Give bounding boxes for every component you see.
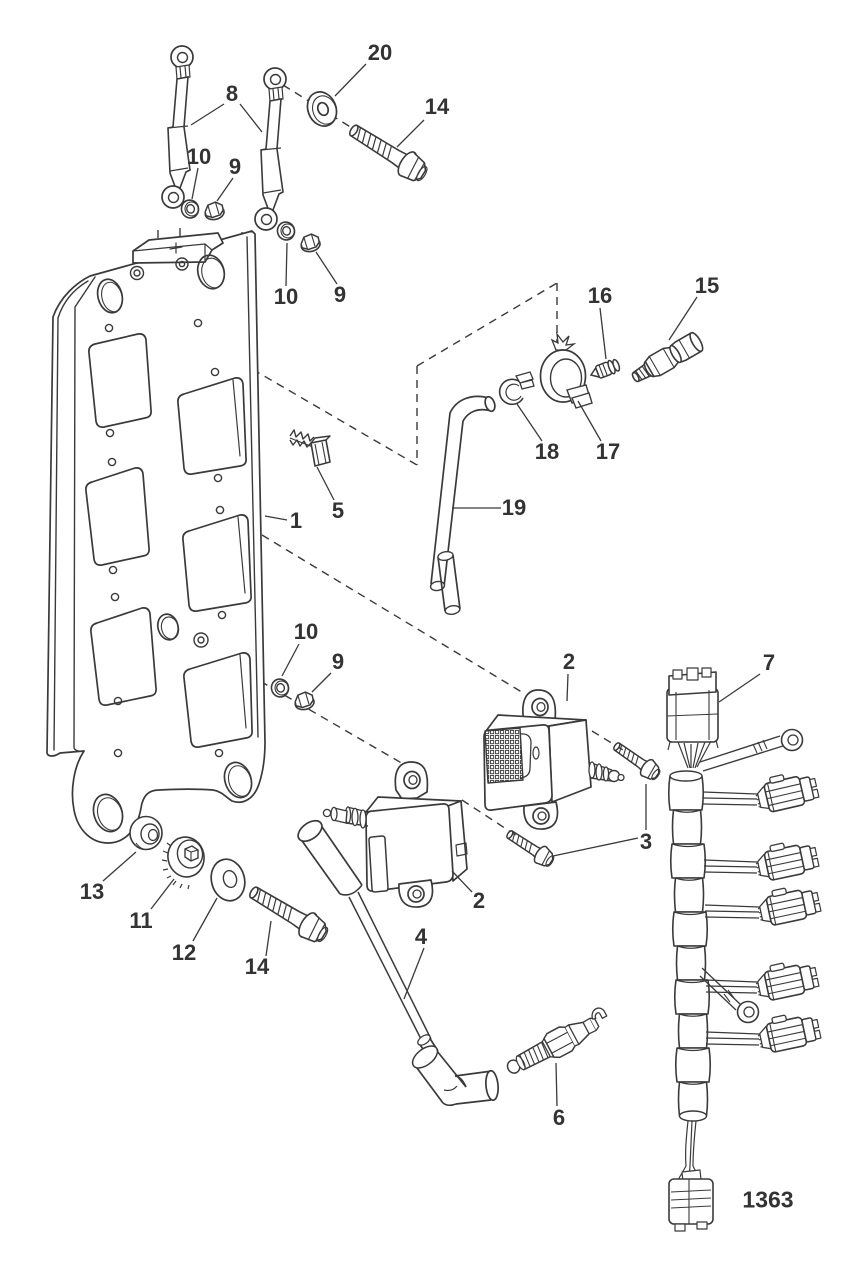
callout-4-24: 4 [414, 924, 428, 949]
hose-clip-18 [500, 372, 534, 404]
callout-9-4: 9 [228, 154, 242, 179]
callout-5-11: 5 [331, 498, 345, 523]
washer-20 [302, 88, 341, 131]
spark-plug-6 [502, 1005, 614, 1081]
callout-7-17: 7 [762, 650, 776, 675]
ground-strap-right [255, 68, 286, 230]
flange-bolt-top [344, 117, 432, 186]
callout-6-25: 6 [552, 1105, 566, 1130]
callout-17-10: 17 [595, 439, 621, 464]
callout-15-8: 15 [694, 273, 720, 298]
harness-7 [667, 668, 822, 1231]
callout-10-14: 10 [293, 619, 319, 644]
sensor-15 [628, 330, 705, 387]
callout-12-22: 12 [171, 940, 197, 965]
ground-strap-left [162, 46, 193, 208]
plug-11 [162, 834, 208, 889]
callout-13-20: 13 [79, 879, 105, 904]
bushing-13 [130, 817, 162, 850]
ignition-coil-upper [484, 690, 624, 829]
coil-screw-lower [503, 825, 558, 870]
callout-10-5: 10 [273, 284, 299, 309]
callout-18-9: 18 [534, 439, 560, 464]
fitting-16 [588, 358, 621, 382]
mounting-bracket-plate [47, 231, 265, 843]
washer-12 [207, 856, 249, 905]
hose-19 [430, 395, 497, 615]
flange-bolt-bottom [244, 879, 332, 947]
callout-9-6: 9 [333, 282, 347, 307]
callout-8-1: 8 [225, 81, 239, 106]
drawing-number: 1363 [742, 1186, 794, 1213]
callout-14-2: 14 [424, 94, 450, 119]
callout-11-21: 11 [129, 908, 153, 933]
callout-9-15: 9 [331, 649, 345, 674]
callout-1-12: 1 [289, 508, 303, 533]
retainer-clip-5 [290, 430, 330, 466]
callout-14-23: 14 [244, 954, 270, 979]
ignition-coil-lower [323, 762, 467, 907]
callout-3-18: 3 [639, 829, 653, 854]
callout-16-7: 16 [587, 283, 613, 308]
callout-2-19: 2 [472, 888, 486, 913]
callout-10-3: 10 [186, 144, 212, 169]
callout-20-0: 20 [367, 40, 393, 65]
callout-19-13: 19 [501, 495, 527, 520]
hose-clamp-17 [541, 334, 593, 408]
callout-2-16: 2 [562, 649, 576, 674]
